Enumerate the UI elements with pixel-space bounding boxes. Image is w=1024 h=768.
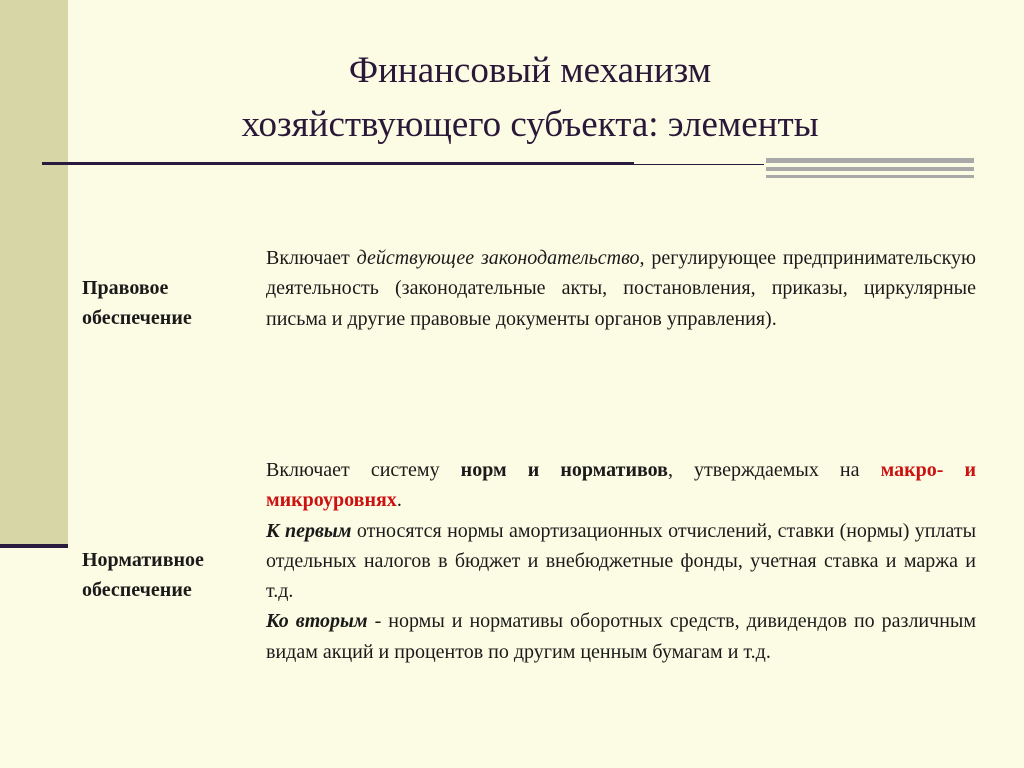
- row-label-legal-line-2: обеспечение: [82, 307, 192, 329]
- row-label-normative: [82, 545, 204, 605]
- normative-p2-lead: К первым: [266, 519, 352, 542]
- normative-p3-body: - нормы и нормативы оборотных средств, дивидендов по различным видам акций и процентов по другим ценным бумагам и т.д.: [266, 610, 976, 663]
- row-text-legal: [266, 243, 976, 334]
- legal-text-emphasis: действующее законодательство: [356, 247, 640, 269]
- row-text-normative: [266, 455, 976, 667]
- left-side-band: [0, 0, 68, 548]
- title-divider-rule: [42, 162, 634, 165]
- normative-p1-end: .: [396, 489, 402, 512]
- row-label-normative-line-1: Нормативное: [82, 549, 204, 571]
- title-divider-thin-rule: [634, 164, 764, 165]
- row-label-legal: [82, 273, 192, 333]
- normative-paragraph-2: [266, 516, 976, 607]
- normative-p2-body: относятся нормы амортизационных отчислений, ставки (нормы) уплаты отдельных налогов в бюджет и внебюджетные фонды, учетная ставка и маржа и т.д.: [266, 519, 976, 603]
- normative-p1-norms: норм и нормативов: [460, 459, 668, 481]
- left-band-underline: [0, 544, 68, 548]
- slide-title-line-2: хозяйствующего субъекта: элементы: [241, 104, 819, 145]
- normative-p3-lead: Ко вторым: [266, 610, 368, 633]
- normative-paragraph-3: [266, 606, 976, 667]
- row-label-normative-line-2: обеспечение: [82, 579, 192, 601]
- normative-p1-mid: , утверждаемых на: [667, 459, 881, 481]
- slide-title: [110, 44, 950, 152]
- normative-p1-intro: Включает систему: [266, 459, 461, 481]
- legal-text-intro: Включает: [266, 247, 357, 269]
- legal-text-body: , регулирующее предпринимательскую деятельность (законодательные акты, постановления, приказы, циркулярные письма и другие правовые документы органов управления).: [266, 247, 976, 330]
- row-label-legal-line-1: Правовое: [82, 277, 169, 299]
- normative-p1-levels: макро- и микроуровнях: [266, 459, 976, 512]
- normative-paragraph-1: [266, 455, 976, 516]
- slide-title-line-1: Финансовый механизм: [348, 50, 712, 91]
- decorative-stripes: [766, 158, 974, 182]
